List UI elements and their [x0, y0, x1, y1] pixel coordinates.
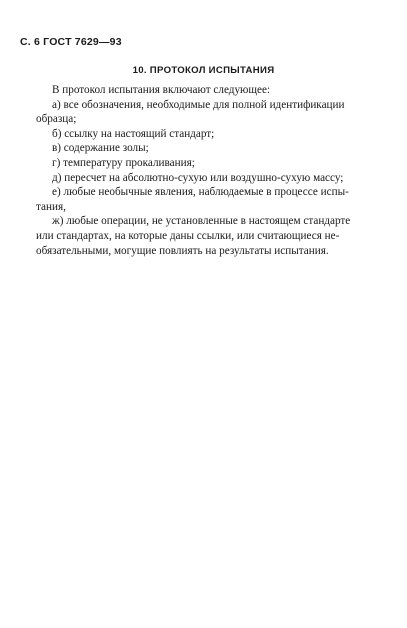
- item-b: б) ссылку на настоящий стандарт;: [52, 127, 215, 140]
- item-e-line-2: тания,: [36, 200, 66, 213]
- item-v: в) содержание золы;: [52, 142, 149, 155]
- section-title: 10. ПРОТОКОЛ ИСПЫТАНИЯ: [132, 65, 275, 76]
- item-a-line-2: образца;: [36, 113, 77, 126]
- item-zh-line-3: обязательными, могущие повлиять на результаты испытания.: [36, 244, 329, 257]
- item-e-line-1: е) любые необычные явления, наблюдаемые в процессе испы-: [52, 186, 349, 199]
- page-header: С. 6 ГОСТ 7629—93: [20, 36, 122, 48]
- item-zh-line-2: или стандартах, на которые даны ссылки, или считающиеся не-: [36, 229, 340, 242]
- section-body: [36, 83, 400, 258]
- item-zh-line-1: ж) любые операции, не установленные в настоящем стандарте: [52, 215, 351, 228]
- intro-line: В протокол испытания включают следующее:: [52, 84, 271, 96]
- item-a-line-1: а) все обозначения, необходимые для полной идентификации: [52, 98, 345, 111]
- item-d: д) пересчет на абсолютно-сухую или воздушно-сухую массу;: [52, 171, 344, 184]
- item-g: г) температуру прокаливания;: [52, 156, 195, 169]
